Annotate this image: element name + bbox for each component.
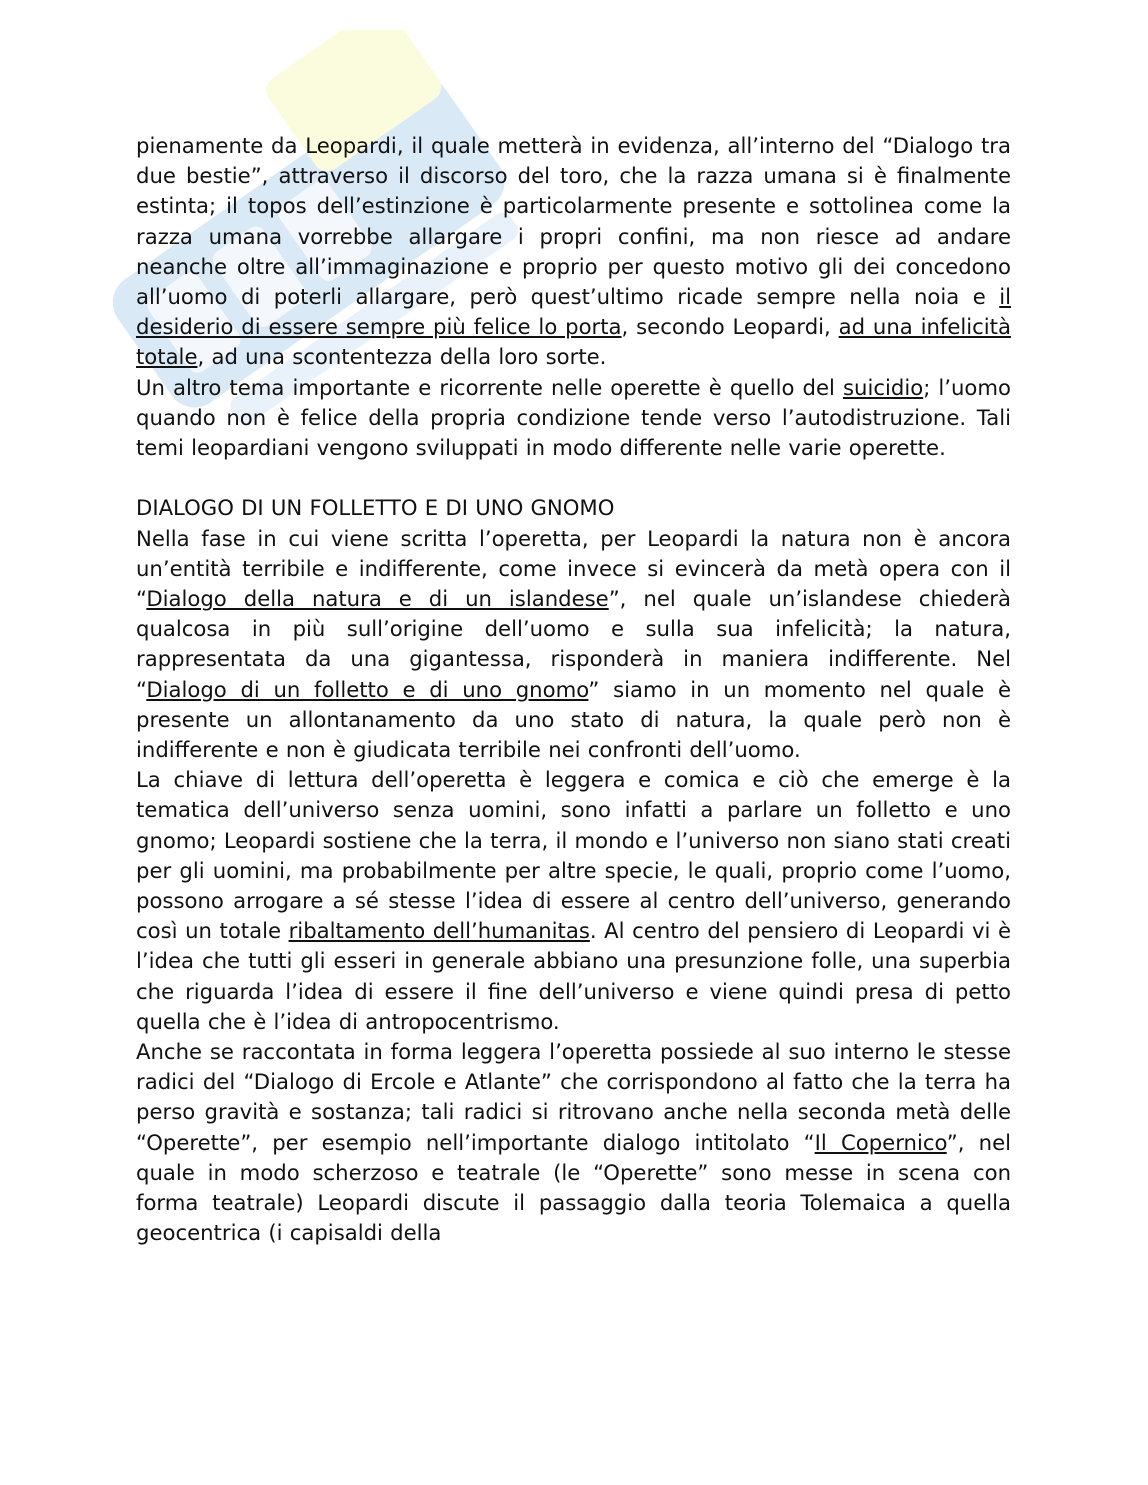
paragraph: Nella fase in cui viene scritta l’operetta, per Leopardi la natura non è ancora un’entità terribile e indifferente, come invece si evincerà da metà opera con il “Dialogo della natura e di un islandese”, nel quale un’islandese chiederà qualcosa in più sull’origine dell’uomo e sulla sua infelicità; la natura, rappresentata da una gigantessa, risponderà in maniera indifferente. Nel “Dialogo di un folletto e di uno gnomo” siamo in un momento nel quale è presente un allontanamento da uno stato di natura, la quale però non è indifferente e non è giudicata terribile nei confronti dell’uomo. <box>136 525 1011 763</box>
paragraph-gap <box>136 463 1011 493</box>
underlined-phrase: suicidio <box>842 374 924 400</box>
document-body <box>136 131 1011 1249</box>
underlined-phrase: il desiderio di essere sempre più felice lo porta <box>136 284 1011 340</box>
paragraph: Un altro tema importante e ricorrente nelle operette è quello del suicidio; l’uomo quando non è felice della propria condizione tende verso l’autodistruzione. Tali temi leopardiani vengono sviluppati in modo differente nelle varie operette. <box>136 374 1011 461</box>
paragraph: Anche se raccontata in forma leggera l’operetta possiede al suo interno le stesse radici del “Dialogo di Ercole e Atlante” che corrispondono al fatto che la terra ha perso gravità e sostanza; tali radici si ritrovano anche nella seconda metà delle “Operette”, per esempio nell’importante dialogo intitolato “Il Copernico”, nel quale in modo scherzoso e teatrale (le “Operette” sono messe in scena con forma teatrale) Leopardi discute il passaggio dalla teoria Tolemaica a quella geocentrica (i capisaldi della <box>136 1039 1011 1246</box>
paragraph: La chiave di lettura dell’operetta è leggera e comica e ciò che emerge è la tematica dell’universo senza uomini, sono infatti a parlare un folletto e uno gnomo; Leopardi sostiene che la terra, il mondo e l’universo non siano stati creati per gli uomini, ma probabilmente per altre specie, le quali, proprio come l’uomo, possono arrogare a sé stesse l’idea di essere al centro dell’universo, generando così un totale ribaltamento dell’humanitas. Al centro del pensiero di Leopardi vi è l’idea che tutti gli esseri in generale abbiano una presunzione folle, una superbia che riguarda l’idea di essere il fine dell’universo e viene quindi presa di petto quella che è l’idea di antropocentrismo. <box>136 767 1011 1034</box>
underlined-phrase: Dialogo di un folletto e di uno gnomo <box>146 676 589 702</box>
underlined-phrase: Il Copernico <box>814 1129 947 1155</box>
underlined-phrase: Dialogo della natura e di un islandese <box>146 586 609 612</box>
underlined-phrase: ribaltamento dell’humanitas <box>288 918 590 944</box>
underlined-phrase: ad una infelicità totale <box>136 314 1011 370</box>
paragraph: pienamente da Leopardi, il quale metterà in evidenza, all’interno del “Dialogo tra due bestie”, attraverso il discorso del toro, che la razza umana si è finalmente estinta; il topos dell’estinzione è particolarmente presente e sottolinea come la razza umana vorrebbe allargare i propri confini, ma non riesce ad andare neanche oltre all’immaginazione e proprio per questo motivo gli dei concedono all’uomo di poterli allargare, però quest’ultimo ricade sempre nella noia e il desiderio di essere sempre più felice lo porta, secondo Leopardi, ad una infelicità totale, ad una scontentezza della loro sorte. <box>136 133 1011 370</box>
section-heading: DIALOGO DI UN FOLLETTO E DI UNO GNOMO <box>136 495 615 521</box>
